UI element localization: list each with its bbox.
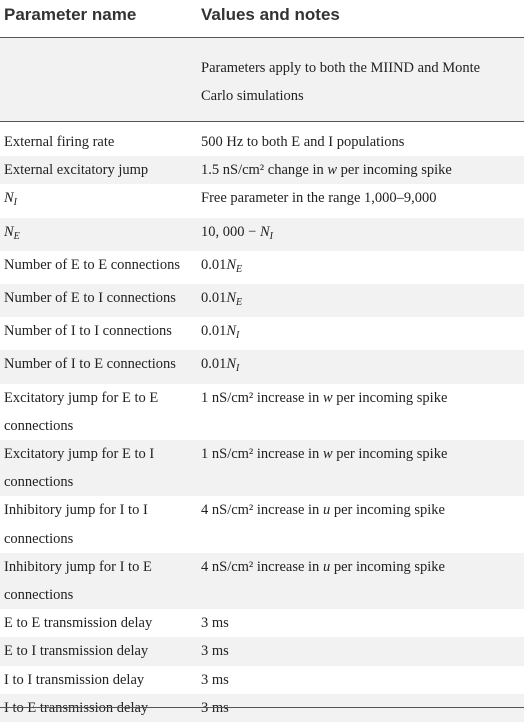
value-variable: N: [226, 256, 237, 273]
value-variable: w: [322, 389, 333, 406]
param-value: [201, 384, 524, 440]
param-value: 500 Hz to both E and I populations: [201, 134, 405, 150]
table-note: Parameters apply to both the MIIND and Monte Carlo simulations: [201, 60, 481, 104]
param-name: Number of E to E connections: [4, 256, 180, 273]
table-row: [0, 218, 524, 251]
param-name: E to E transmission delay: [4, 615, 153, 632]
value-text: 1 nS/cm² increase in: [201, 446, 323, 463]
param-value: [201, 156, 524, 184]
param-name: External firing rate: [4, 134, 115, 150]
header-parameter-name: Parameter name: [4, 5, 137, 24]
value-variable: w: [327, 162, 338, 179]
param-name-line: connections: [4, 474, 74, 491]
param-value: 3 ms: [201, 643, 229, 660]
param-name: E to I transmission delay: [4, 643, 149, 660]
param-name: [0, 184, 201, 217]
param-value: [201, 496, 524, 552]
table-row: [0, 666, 524, 694]
value-variable: N: [226, 356, 237, 373]
symbol: N: [4, 190, 14, 207]
table-row: [0, 284, 524, 317]
param-name-line: Excitatory jump for E to E: [4, 389, 159, 406]
bottom-rule: [0, 707, 524, 708]
param-value: Free parameter in the range 1,000–9,000: [201, 190, 437, 207]
note-rule: [0, 121, 524, 122]
value-text: 0.01: [201, 356, 227, 373]
param-value: [201, 440, 524, 496]
value-text: 0.01: [201, 290, 227, 307]
param-name: I to E transmission delay: [4, 699, 149, 716]
param-name-line: Excitatory jump for E to I: [4, 446, 155, 463]
value-variable: u: [322, 558, 331, 575]
table-row: [0, 384, 524, 440]
param-name-line: Inhibitory jump for I to I: [4, 502, 148, 519]
param-value: [201, 553, 524, 609]
param-name: [0, 384, 201, 440]
value-text: per incoming spike: [330, 502, 445, 519]
symbol: N: [4, 223, 14, 240]
value-variable: u: [322, 502, 331, 519]
value-text: per incoming spike: [330, 558, 445, 575]
table-header: [0, 0, 524, 37]
value-variable: N: [259, 223, 270, 240]
param-name: External excitatory jump: [4, 162, 149, 179]
param-value: 3 ms: [201, 615, 229, 632]
table-row: [0, 350, 524, 383]
value-text: 0.01: [201, 256, 227, 273]
table-row: [0, 184, 524, 217]
value-text: 1 nS/cm² increase in: [201, 389, 323, 406]
param-name: Number of E to I connections: [4, 290, 176, 307]
value-variable: w: [322, 446, 333, 463]
value-subscript: E: [236, 263, 243, 275]
symbol-subscript: E: [13, 230, 20, 242]
param-name: [0, 553, 201, 609]
value-subscript: I: [236, 330, 240, 342]
param-name-line: Inhibitory jump for I to E: [4, 558, 152, 575]
value-text: 10, 000 −: [201, 223, 260, 240]
value-variable: N: [226, 290, 237, 307]
param-name-line: connections: [4, 587, 74, 604]
value-text: 0.01: [201, 323, 227, 340]
param-value: [201, 218, 524, 251]
param-name-line: connections: [4, 530, 74, 547]
symbol-subscript: I: [13, 197, 18, 209]
value-text: per incoming spike: [332, 446, 448, 463]
value-subscript: I: [236, 363, 240, 375]
table-row: [0, 156, 524, 184]
param-name: [0, 440, 201, 496]
param-value: [201, 284, 524, 317]
table-row: [0, 251, 524, 284]
value-text: per incoming spike: [332, 389, 448, 406]
param-value: [201, 317, 524, 350]
param-name: Number of I to I connections: [4, 323, 172, 340]
table-row: [0, 440, 524, 496]
table-row: [0, 317, 524, 350]
param-value: [201, 251, 524, 284]
table-row: [0, 553, 524, 609]
param-value: [201, 350, 524, 383]
param-name: Number of I to E connections: [4, 356, 176, 373]
table-row: [0, 128, 524, 156]
table-row: [0, 637, 524, 665]
value-variable: N: [226, 323, 237, 340]
value-subscript: E: [236, 297, 243, 309]
value-text: per incoming spike: [337, 162, 452, 179]
table-body: [0, 128, 524, 722]
param-name-line: connections: [4, 417, 74, 434]
param-name: [0, 496, 201, 552]
value-text: 4 nS/cm² increase in: [201, 502, 323, 519]
param-value: 3 ms: [201, 699, 229, 716]
param-name: I to I transmission delay: [4, 671, 145, 688]
table-row: [0, 609, 524, 637]
table-row: [0, 496, 524, 552]
param-value: 3 ms: [201, 671, 229, 688]
header-values-and-notes: Values and notes: [201, 5, 340, 24]
param-name: [0, 218, 201, 251]
value-subscript: I: [269, 230, 273, 242]
value-text: 1.5 nS/cm² change in: [201, 162, 328, 179]
value-text: 4 nS/cm² increase in: [201, 558, 323, 575]
